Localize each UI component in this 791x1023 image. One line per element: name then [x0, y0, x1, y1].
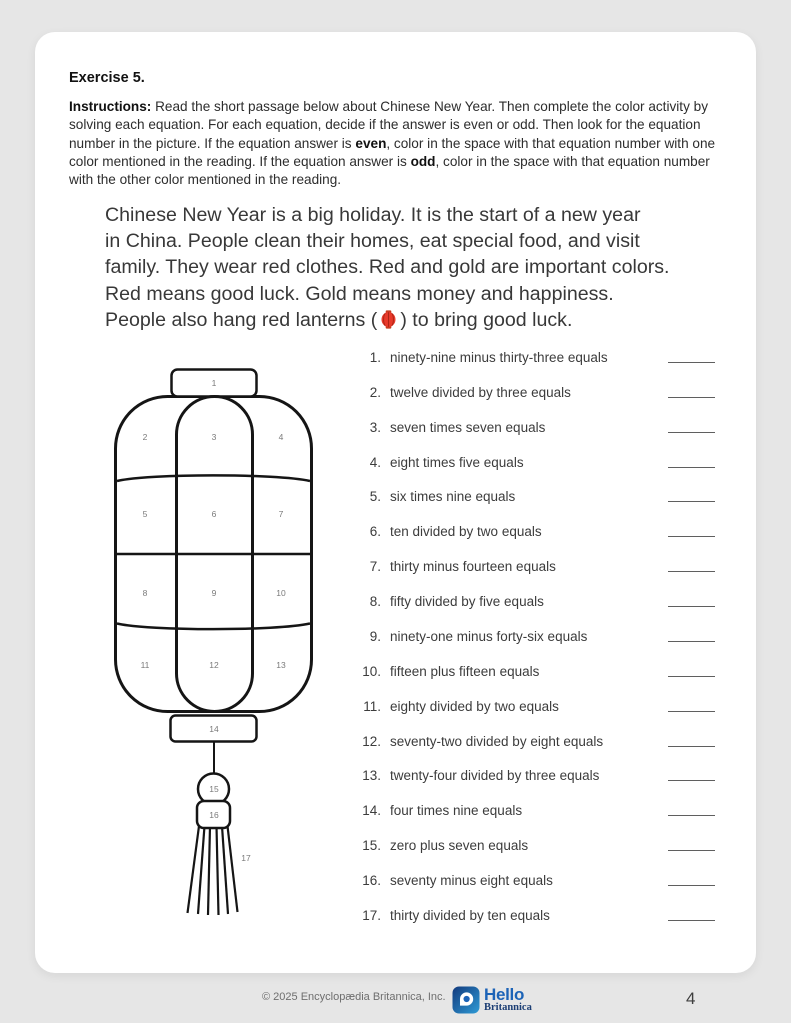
passage-line: Chinese New Year is a big holiday. It is the start of a new year	[105, 204, 641, 226]
copyright-text: © 2025 Encyclopædia Britannica, Inc.	[262, 991, 446, 1003]
equation-row	[353, 828, 715, 863]
answer-blank[interactable]	[668, 885, 715, 886]
equation-text: six times nine equals	[390, 489, 516, 505]
reading-passage	[105, 202, 670, 333]
answer-blank[interactable]	[668, 850, 715, 851]
exercise-title: Exercise 5.	[69, 70, 145, 86]
equation-text: seven times seven equals	[390, 419, 546, 435]
equation-number: 1.	[369, 349, 381, 365]
equation-text: fifteen plus fifteen equals	[390, 663, 540, 679]
equation-row	[353, 584, 715, 619]
instructions-text: Read the short passage below about Chinese New Year. Then complete the color activity by solving each equation. For each equation, decide if the answer is even or odd. Then look for the equation number in the picture. If the equation answer is	[69, 99, 709, 151]
equation-number: 12.	[362, 733, 381, 749]
logo-wordmark	[484, 984, 532, 1013]
lantern-section-number: 14	[209, 724, 219, 734]
answer-blank[interactable]	[668, 397, 715, 398]
instructions-label: Instructions:	[69, 99, 152, 114]
equation-row	[353, 514, 715, 549]
equation-row	[353, 689, 715, 724]
equation-row	[353, 619, 715, 654]
page-number: 4	[686, 989, 696, 1008]
equation-row	[353, 759, 715, 794]
answer-blank[interactable]	[668, 780, 715, 781]
lantern-section-number: 10	[276, 588, 286, 598]
equation-text: seventy-two divided by eight equals	[390, 733, 604, 749]
equation-number: 8.	[369, 594, 381, 610]
equation-number: 13.	[362, 768, 381, 784]
equation-row	[353, 340, 715, 375]
equation-text: twenty-four divided by three equals	[390, 768, 600, 784]
equation-text: seventy minus eight equals	[390, 873, 553, 889]
equation-row	[353, 375, 715, 410]
passage-line: Red means good luck. Gold means money and happiness.	[105, 282, 614, 305]
lantern-tassel-strands	[188, 826, 238, 915]
equation-number: 7.	[369, 559, 381, 575]
instructions-bold-odd: odd	[410, 153, 436, 169]
worksheet-page-card	[35, 32, 756, 973]
lantern-section-number: 17	[241, 853, 251, 863]
equation-text: eighty divided by two equals	[390, 698, 559, 714]
equation-row	[353, 724, 715, 759]
equation-row	[353, 863, 715, 898]
lantern-section-number: 5	[142, 509, 148, 519]
lantern-section-number: 11	[140, 660, 150, 670]
equation-text: fifty divided by five equals	[390, 594, 544, 610]
answer-blank[interactable]	[668, 501, 715, 502]
lantern-section-number: 1	[211, 378, 217, 388]
hello-britannica-logo	[452, 986, 532, 1014]
equation-text: ninety-one minus forty-six equals	[390, 628, 588, 644]
equation-row	[353, 480, 715, 515]
answer-blank[interactable]	[668, 606, 715, 607]
equation-text: ninety-nine minus thirty-three equals	[390, 349, 608, 365]
equation-text: ten divided by two equals	[390, 524, 542, 540]
lantern-section-number: 15	[209, 784, 219, 794]
equation-row	[353, 898, 715, 933]
lantern-section-number: 2	[142, 432, 148, 442]
equation-row	[353, 654, 715, 689]
answer-blank[interactable]	[668, 815, 715, 816]
equation-number: 15.	[362, 838, 381, 854]
lantern-section-number: 13	[276, 660, 286, 670]
answer-blank[interactable]	[668, 467, 715, 468]
lantern-coloring-diagram	[108, 362, 320, 925]
answer-blank[interactable]	[668, 920, 715, 921]
instructions-text: , color in the space with that equation number with the other color mentioned in the reading.	[69, 153, 710, 188]
equation-text: four times nine equals	[390, 803, 523, 819]
equation-text: twelve divided by three equals	[390, 384, 571, 400]
lantern-section-number: 7	[278, 509, 284, 519]
equation-number: 4.	[369, 454, 381, 470]
lantern-section-number: 6	[211, 509, 217, 519]
equation-number: 5.	[369, 489, 381, 505]
instructions-text: , color in the space with that equation number with one color mentioned in the reading. If the equation answer is	[69, 135, 716, 169]
equation-number: 10.	[362, 663, 381, 679]
equation-number: 11.	[363, 698, 381, 714]
logo-britannica-text: Britannica	[484, 1001, 532, 1013]
equation-number: 6.	[369, 524, 381, 540]
answer-blank[interactable]	[668, 676, 715, 677]
logo-hello-text: Hello	[484, 984, 525, 1004]
answer-blank[interactable]	[668, 641, 715, 642]
lantern-section-number: 3	[211, 432, 217, 442]
lantern-section-number: 16	[209, 810, 219, 820]
equation-number: 17.	[362, 907, 381, 923]
equation-row	[353, 445, 715, 480]
passage-line: in China. People clean their homes, eat special food, and visit	[105, 230, 640, 253]
answer-blank[interactable]	[668, 536, 715, 537]
equation-number: 3.	[369, 419, 381, 435]
answer-blank[interactable]	[668, 432, 715, 433]
equation-number: 2.	[369, 384, 381, 400]
red-lantern-emoji-icon	[381, 310, 396, 329]
answer-blank[interactable]	[668, 711, 715, 712]
passage-line: People also hang red lanterns ( ) to bring good luck.	[105, 308, 573, 331]
equation-text: thirty divided by ten equals	[390, 907, 550, 923]
britannica-logo-icon	[452, 986, 480, 1014]
lantern-section-number: 12	[209, 660, 219, 670]
equation-row	[353, 410, 715, 445]
equation-text: thirty minus fourteen equals	[390, 559, 556, 575]
equation-text: eight times five equals	[390, 454, 524, 470]
equation-number: 16.	[362, 873, 381, 889]
equation-number: 9.	[369, 628, 381, 644]
answer-blank[interactable]	[668, 362, 715, 363]
instructions-bold-even: even	[355, 135, 387, 151]
answer-blank[interactable]	[668, 746, 715, 747]
equation-number: 14.	[362, 803, 381, 819]
equation-list	[353, 340, 715, 933]
equation-row	[353, 549, 715, 584]
equation-row	[353, 793, 715, 828]
lantern-section-number: 4	[278, 432, 284, 442]
equation-text: zero plus seven equals	[390, 838, 529, 854]
answer-blank[interactable]	[668, 571, 715, 572]
lantern-section-number: 8	[142, 588, 148, 598]
lantern-section-number: 9	[211, 588, 217, 598]
instructions-paragraph	[69, 98, 735, 189]
passage-line: family. They wear red clothes. Red and gold are important colors.	[105, 256, 670, 279]
